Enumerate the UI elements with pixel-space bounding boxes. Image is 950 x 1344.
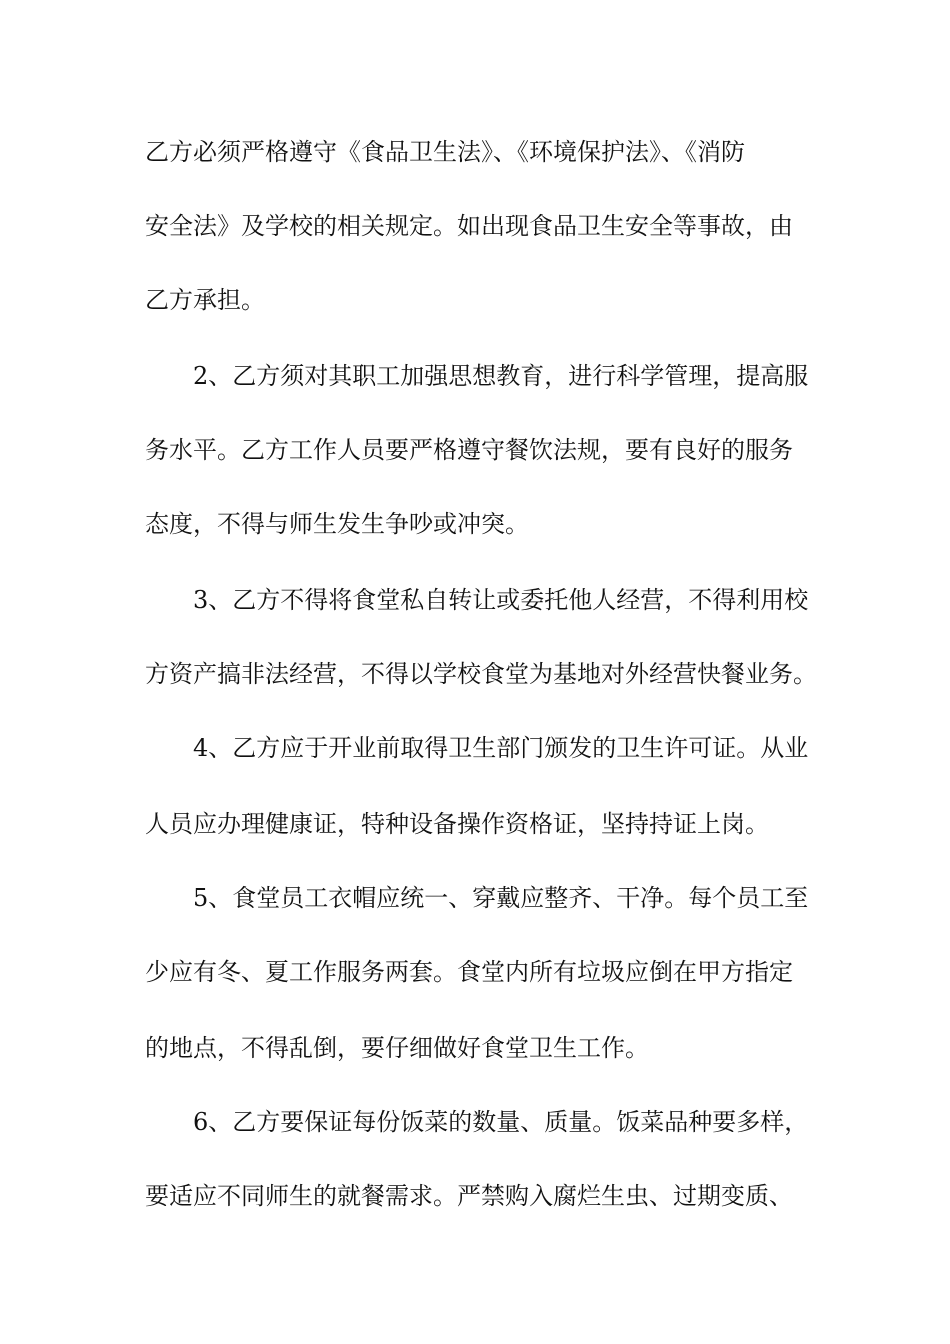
text-line: 务水平。乙方工作人员要严格遵守餐饮法规，要有良好的服务 [145,436,793,464]
text-line: 乙方承担。 [145,286,265,314]
text-line: 要适应不同师生的就餐需求。严禁购入腐烂生虫、过期变质、 [145,1182,793,1210]
paragraph-4-start: 4、乙方应于开业前取得卫生部门颁发的卫生许可证。从业 [193,734,809,762]
text-line: 人员应办理健康证，特种设备操作资格证，坚持持证上岗。 [145,810,769,838]
paragraph-5-start: 5、食堂员工衣帽应统一、穿戴应整齐、干净。每个员工至 [193,884,809,912]
text-line: 少应有冬、夏工作服务两套。食堂内所有垃圾应倒在甲方指定 [145,958,793,986]
text-line: 方资产搞非法经营，不得以学校食堂为基地对外经营快餐业务。 [145,660,817,688]
paragraph-6-start: 6、乙方要保证每份饭菜的数量、质量。饭菜品种要多样， [193,1108,809,1136]
paragraph-2-start: 2、乙方须对其职工加强思想教育，进行科学管理，提高服 [193,362,809,390]
text-line: 安全法》及学校的相关规定。如出现食品卫生安全等事故，由 [145,212,793,240]
text-line: 态度，不得与师生发生争吵或冲突。 [145,510,529,538]
text-line: 的地点，不得乱倒，要仔细做好食堂卫生工作。 [145,1034,649,1062]
text-line: 乙方必须严格遵守《食品卫生法》、《环境保护法》、《消防 [145,138,745,166]
paragraph-3-start: 3、乙方不得将食堂私自转让或委托他人经营，不得利用校 [193,586,809,614]
